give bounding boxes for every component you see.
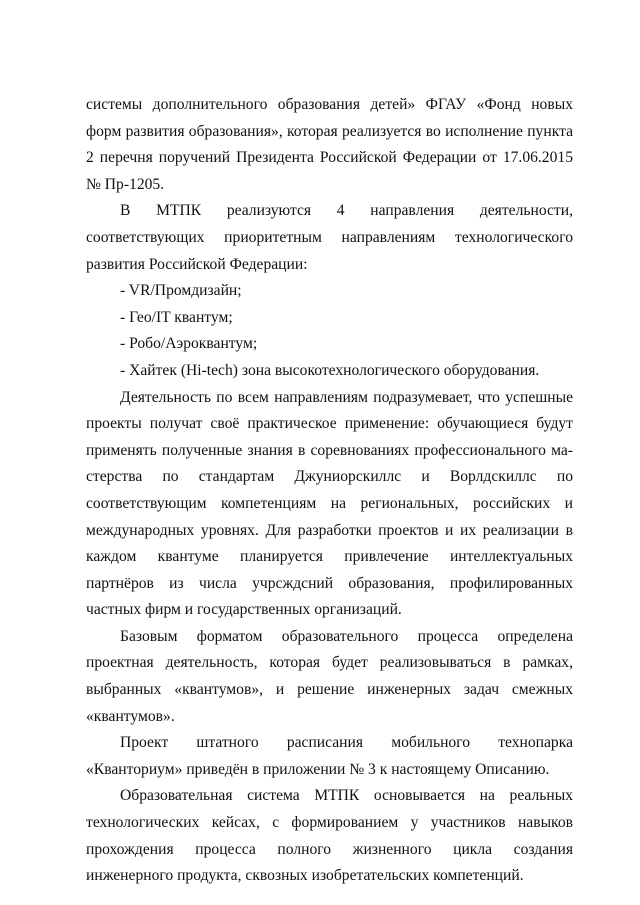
- paragraph-intro-continuation: системы дополнительного образования детей» ФГАУ «Фонд новых форм развития образования», которая реализуется во исполнение пункта 2 перечня поручений Президента Российской Федерации от 17.06.2015 № Пр-1205.: [86, 96, 573, 193]
- paragraph-format: Базовым форматом образовательного процесса определена проектная деятельность, которая будет реализовываться в рамках, выбранных «квантумов», и решение инженерных задач смежных «квантумов».: [86, 627, 573, 725]
- list-item-vr: - VR/Промдизайн;: [120, 282, 242, 300]
- paragraph-directions: В МТПК реализуются 4 направления деятельности, соответствующих приоритетным направлениям технологического развития Российской Федерации:: [86, 202, 573, 273]
- paragraph-staffing: Проект штатного расписания мобильного технопарка «Кванториум» приведён в приложении № 3 к настоящему Описанию.: [86, 734, 573, 778]
- list-item-hitech: - Хайтек (Hi-tech) зона высокотехнологического оборудования.: [120, 361, 540, 379]
- paragraph-activities: Деятельность по всем направлениям подразумевает, что успешные проекты получат своё практическое применение: обучающиеся будут применять полученные знания в соревнованиях профессионального ма-стерства по стандартам Джуниорскиллс и Ворлдскиллс по соответствующим компетенциям на региональных, российских и международных уровнях. Для разработки проектов и их реализации в каждом квантуме планируется привлечение интеллектуальных партнёров из числа учрсждсний образования, профилированных частных фирм и государственных организаций.: [86, 388, 573, 619]
- paragraph-education-system: Образовательная система МТПК основывается на реальных технологических кейсах, с формированием у участников навыков прохождения процесса полного жизненного цикла создания инженерного продукта, сквозных изобретательских компетенций.: [86, 787, 573, 885]
- list-item-geo-it: - Гео/IT квантум;: [120, 308, 233, 326]
- list-item-robo: - Робо/Аэроквантум;: [120, 335, 258, 353]
- body-text: [86, 92, 573, 890]
